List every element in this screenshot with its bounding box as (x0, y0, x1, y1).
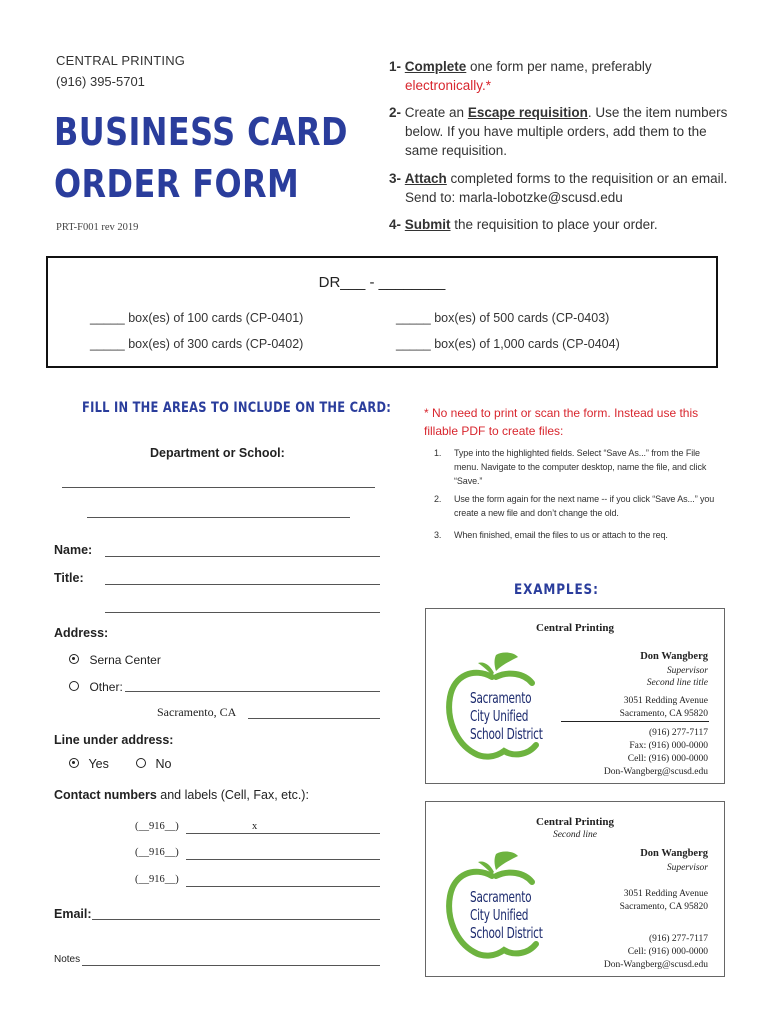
card-fax: Fax: (916) 000-0000 (629, 741, 708, 751)
step-4: 4- Submit the requisition to place your order. (389, 217, 658, 232)
title-label: Title: (54, 571, 84, 585)
step-3: 3- Attach completed forms to the requisition or an email. Send to: marla-lobotzke@scusd.edu (389, 171, 728, 205)
card-email: Don-Wangberg@scusd.edu (603, 960, 708, 970)
line-under-address-label: Line under address: (54, 733, 174, 747)
notes-label: Notes (54, 954, 81, 965)
instruction-2: 2. Use the form again for the next name -- if you click “Save As...” you create a new file and don’t change the old. (434, 494, 715, 518)
option-100-cards[interactable]: _____ box(es) of 100 cards (CP-0401) (90, 311, 304, 325)
email-label: Email: (54, 907, 92, 921)
area-code-2: (__916__) (135, 847, 179, 858)
header-phone: (916) 395-5701 (56, 74, 145, 89)
area-code-3: (__916__) (135, 874, 179, 885)
phone-field-1[interactable] (186, 833, 380, 834)
step-4-keyword: Submit (404, 217, 451, 232)
x-mark: x (252, 821, 258, 832)
step-1: 1- Complete one form per name, preferably electronically.* (389, 59, 652, 93)
email-field[interactable] (92, 919, 380, 920)
card-addr-1: 3051 Redding Avenue (623, 696, 708, 706)
card-title: Supervisor (666, 666, 708, 676)
card-phone: (916) 277-7117 (648, 934, 708, 944)
logo-text: Sacramento City Unified School District (470, 888, 543, 942)
line-under-no[interactable]: No (136, 755, 171, 773)
area-code-1: (__916__) (135, 821, 179, 832)
card-dept: Central Printing (536, 816, 614, 828)
address-option-other[interactable]: Other: (69, 678, 123, 696)
step-2: 2- Create an Escape requisition. Use the item numbers below. If you have multiple orders, add them to the same requisition. (389, 105, 728, 158)
card-addr-2: Sacramento, CA 95820 (619, 902, 708, 912)
card-cell: Cell: (916) 000-0000 (627, 754, 708, 764)
header-org: CENTRAL PRINTING (56, 53, 186, 68)
phone-field-2[interactable] (186, 859, 380, 860)
name-label: Name: (54, 543, 93, 557)
step-3-keyword: Attach (404, 171, 447, 186)
example-card-1 (425, 608, 725, 784)
logo-text: Sacramento City Unified School District (470, 689, 543, 743)
fillable-pdf-note: * No need to print or scan the form. Instead use this fillable PDF to create files: (424, 406, 699, 438)
card-dept: Central Printing (536, 622, 614, 634)
card-title-2: Second line title (646, 678, 708, 688)
form-number: PRT-F001 rev 2019 (56, 222, 139, 233)
city-text: Sacramento, CA (157, 705, 237, 719)
title-line-2: ORDER FORM (54, 162, 300, 206)
card-name: Don Wangberg (640, 848, 708, 859)
title-line-1: BUSINESS CARD (54, 110, 348, 154)
card-dept-2: Second line (552, 830, 598, 840)
title-field-2[interactable] (105, 612, 380, 613)
other-address-field[interactable] (125, 691, 380, 692)
department-field-1[interactable] (62, 487, 375, 488)
step-1-keyword: Complete (404, 59, 467, 74)
notes-field[interactable] (82, 965, 380, 966)
page-title (54, 106, 348, 210)
dr-field[interactable]: DR___ - ________ (318, 274, 446, 291)
card-phone: (916) 277-7117 (648, 728, 708, 738)
card-cell: Cell: (916) 000-0000 (627, 947, 708, 957)
phone-field-3[interactable] (186, 886, 380, 887)
examples-heading: EXAMPLES: (514, 582, 599, 598)
card-email: Don-Wangberg@scusd.edu (603, 767, 708, 777)
order-box (46, 256, 718, 368)
radio-empty-icon[interactable] (136, 758, 146, 768)
card-addr-1: 3051 Redding Avenue (623, 889, 708, 899)
fill-heading: FILL IN THE AREAS TO INCLUDE ON THE CARD: (82, 400, 392, 416)
department-field-2[interactable] (87, 517, 350, 518)
instruction-1: 1. Type into the highlighted fields. Select “Save As...” from the File menu. Navigate to the computer desktop, name the file, and click “Save.” (434, 448, 707, 486)
option-500-cards[interactable]: _____ box(es) of 500 cards (CP-0403) (396, 311, 610, 325)
option-1000-cards[interactable]: _____ box(es) of 1,000 cards (CP-0404) (396, 337, 620, 351)
name-field[interactable] (105, 556, 380, 557)
example-card-2 (425, 801, 725, 977)
address-option-serna[interactable]: Serna Center (69, 651, 161, 669)
line-under-yes[interactable]: Yes (69, 755, 109, 773)
radio-selected-icon[interactable] (69, 758, 79, 768)
card-name: Don Wangberg (640, 651, 708, 662)
zip-field[interactable] (248, 718, 380, 719)
address-label: Address: (54, 626, 109, 640)
instruction-3: 3. When finished, email the files to us or attach to the req. (434, 530, 668, 540)
card-divider (561, 721, 709, 722)
step-2-keyword: Escape requisition (467, 105, 588, 120)
radio-empty-icon[interactable] (69, 681, 79, 691)
card-addr-2: Sacramento, CA 95820 (619, 709, 708, 719)
radio-selected-icon[interactable] (69, 654, 79, 664)
department-label: Department or School: (150, 446, 285, 460)
card-title: Supervisor (666, 863, 708, 873)
contact-label: Contact numbers and labels (Cell, Fax, etc.): (54, 788, 309, 802)
option-300-cards[interactable]: _____ box(es) of 300 cards (CP-0402) (90, 337, 304, 351)
title-field-1[interactable] (105, 584, 380, 585)
